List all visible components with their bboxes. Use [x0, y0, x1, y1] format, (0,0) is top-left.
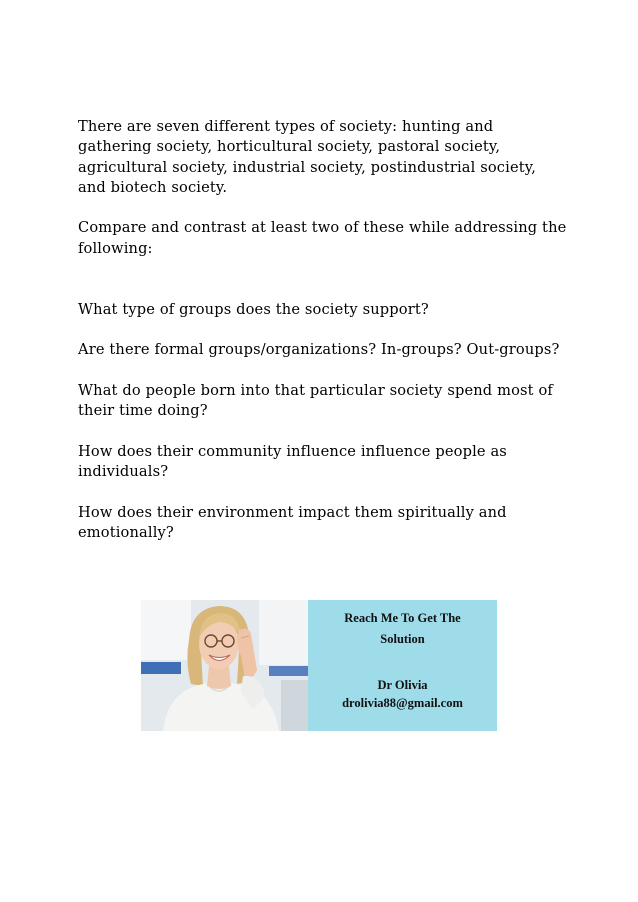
intro-paragraph: There are seven different types of society: hunting and gathering society, horticultural society, pastoral society, agricultural society, industrial society, postindustrial society, and biotech society. — [78, 118, 536, 196]
instruction-paragraph: Compare and contrast at least two of these while addressing the following: — [78, 219, 567, 257]
contact-banner — [141, 600, 497, 731]
woman-smiling-illustration — [141, 600, 308, 731]
question-groups: What type of groups does the society support? — [78, 300, 429, 318]
question-environment-impact: How does their environment impact them spiritually and emotionally? — [78, 503, 507, 541]
question-community-influence: How does their community influence influence people as individuals? — [78, 442, 507, 481]
promo-headline-line1: Reach Me To Get The — [344, 611, 461, 625]
tutor-name: Dr Olivia — [377, 678, 428, 692]
tutor-photo — [141, 600, 308, 731]
question-formal-groups: Are there formal groups/organizations? In-groups? Out-groups? — [78, 341, 560, 359]
document-body — [78, 117, 578, 543]
contact-email[interactable]: drolivia88@gmail.com — [342, 696, 463, 710]
promo-headline-line2: Solution — [380, 632, 425, 646]
promo-panel — [308, 600, 497, 731]
question-time-spent: What do people born into that particular society spend most of their time doing? — [78, 381, 553, 420]
